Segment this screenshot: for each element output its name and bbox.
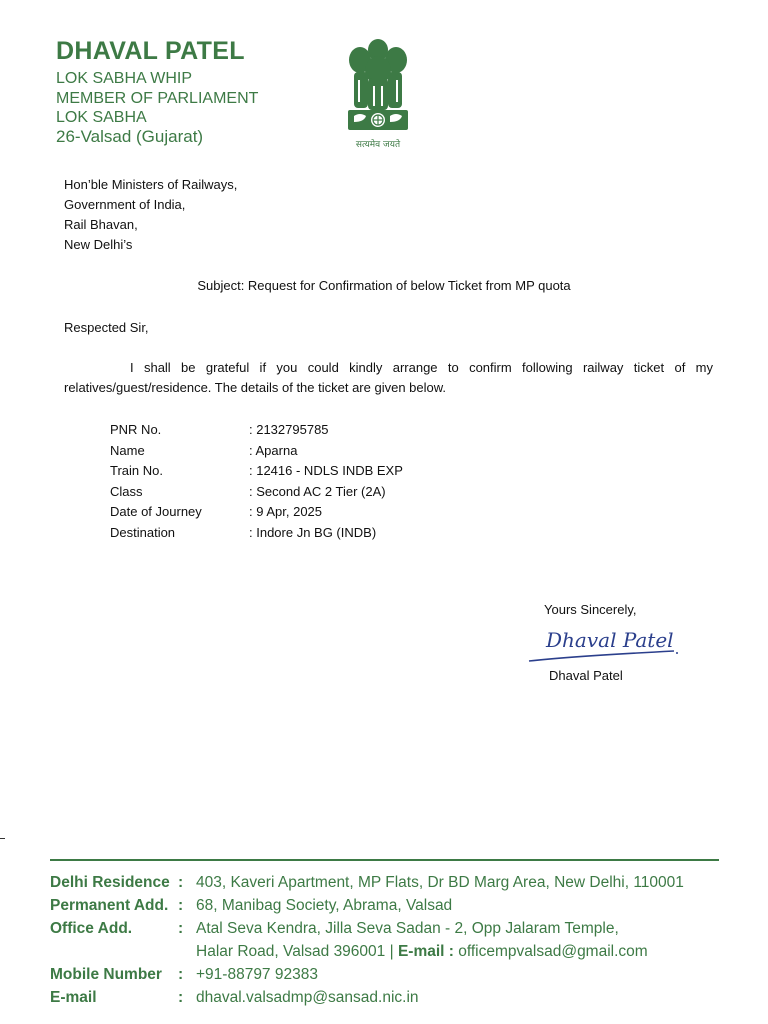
letterhead-title-lok-sabha: LOK SABHA: [56, 109, 147, 126]
footer-colon: :: [178, 897, 184, 914]
ticket-label: Class: [110, 483, 143, 499]
ticket-label: Train No.: [110, 463, 163, 479]
ticket-row-class: [110, 482, 403, 503]
ticket-row-train: [110, 461, 403, 482]
footer-value: +91-88797 92383: [196, 966, 318, 983]
margin-mark: [0, 838, 5, 839]
footer-colon: :: [178, 874, 184, 891]
body-text: I shall be grateful if you could kindly arrange to confirm following railway ticket of my relatives/guest/residence. The details of the ticket are given below.: [64, 360, 713, 395]
ticket-value: : Second AC 2 Tier (2A): [249, 483, 386, 499]
recipient-line: Hon’ble Ministers of Railways,: [64, 177, 238, 192]
footer-value: 403, Kaveri Apartment, MP Flats, Dr BD Marg Area, New Delhi, 110001: [196, 874, 684, 891]
recipient-line: Rail Bhavan,: [64, 217, 138, 232]
letterhead-title-whip: LOK SABHA WHIP: [56, 70, 193, 87]
ticket-row-name: [110, 441, 403, 462]
ticket-row-pnr: [110, 420, 403, 441]
ticket-value: : Aparna: [249, 442, 298, 458]
footer-colon: :: [178, 920, 184, 937]
signatory-name: Dhaval Patel: [549, 668, 623, 683]
salutation: Respected Sir,: [64, 320, 149, 335]
ticket-value: : 2132795785: [249, 422, 329, 437]
body-paragraph: [64, 358, 713, 398]
footer-colon: :: [178, 989, 184, 1006]
office-address-line-1: Atal Seva Kendra, Jilla Seva Sadan - 2, Opp Jalaram Temple,: [196, 920, 619, 937]
footer-value: [196, 917, 736, 963]
ticket-row-destination: [110, 523, 403, 544]
footer-label: Delhi Residence: [50, 874, 170, 891]
signature-text: Dhaval Patel: [546, 628, 674, 652]
letterhead-name: DHAVAL PATEL: [56, 37, 245, 65]
footer-row-mobile: [50, 963, 736, 986]
footer-row-delhi: [50, 871, 736, 894]
recipient-address: [64, 175, 237, 255]
ticket-label: Name: [110, 442, 145, 458]
footer-value: 68, Manibag Society, Abrama, Valsad: [196, 897, 453, 914]
emblem-motto: सत्यमेव जयते: [355, 140, 401, 150]
footer-email[interactable]: dhaval.valsadmp@sansad.nic.in: [196, 989, 419, 1006]
ticket-label: Date of Journey: [110, 504, 202, 520]
ticket-label: PNR No.: [110, 422, 162, 437]
footer-row-email: [50, 986, 736, 1009]
signature: [526, 618, 682, 666]
office-address-line-2: Halar Road, Valsad 396001 |: [196, 943, 398, 960]
office-email[interactable]: officempvalsad@gmail.com: [453, 943, 648, 960]
footer-label: Permanent Add.: [50, 897, 169, 914]
national-emblem-icon: [340, 36, 416, 152]
ticket-label: Destination: [110, 524, 176, 540]
recipient-line: Government of India,: [64, 197, 186, 212]
ticket-value: : Indore Jn BG (INDB): [249, 524, 377, 540]
closing: Yours Sincerely,: [544, 602, 637, 617]
footer-row-office: [50, 917, 736, 963]
footer-label: Mobile Number: [50, 966, 162, 983]
ticket-row-date: [110, 502, 403, 523]
ticket-value: : 12416 - NDLS INDB EXP: [249, 463, 403, 479]
ticket-details: [110, 420, 403, 544]
ticket-value: : 9 Apr, 2025: [249, 504, 323, 520]
footer-row-permanent: [50, 894, 736, 917]
subject-line: Subject: Request for Confirmation of below Ticket from MP quota: [197, 278, 571, 293]
footer-contact: [50, 871, 736, 1009]
footer-label: Office Add.: [50, 920, 133, 937]
footer-label: E-mail: [50, 989, 97, 1006]
recipient-line: New Delhi’s: [64, 237, 133, 252]
letterhead-constituency: 26-Valsad (Gujarat): [56, 127, 204, 146]
footer-divider: [50, 859, 719, 861]
letterhead-title-mp: MEMBER OF PARLIAMENT: [56, 90, 259, 107]
footer-colon: :: [178, 966, 184, 983]
office-email-label: E-mail :: [397, 943, 454, 960]
